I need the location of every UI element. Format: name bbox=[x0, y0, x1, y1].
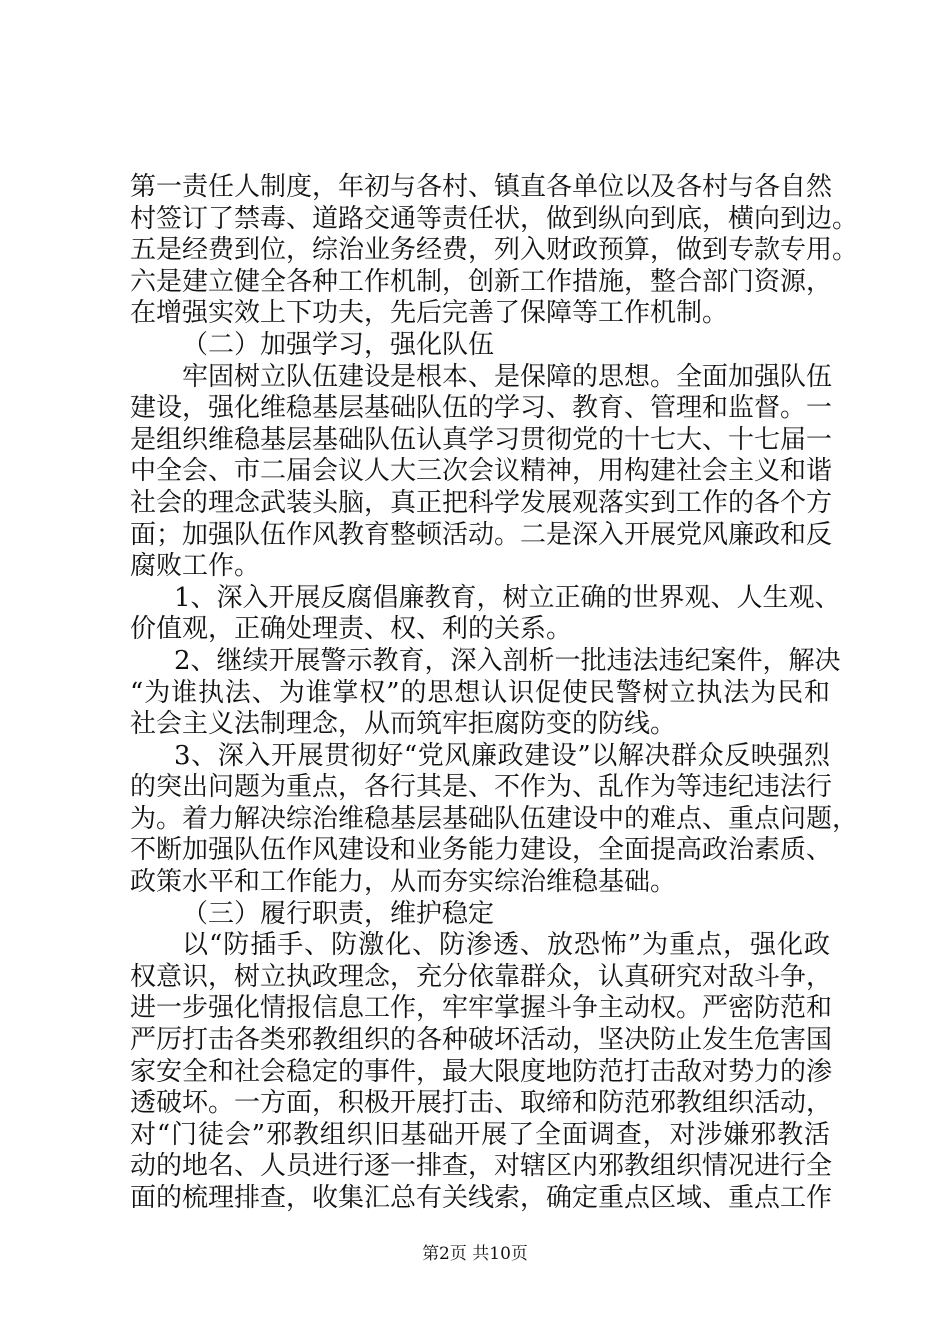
body-line: 为。着力解决综治维稳基层基础队伍建设中的难点、重点问题， bbox=[130, 803, 859, 834]
body-line: 五是经费到位，综治业务经费，列入财政预算，做到专款专用。 bbox=[130, 235, 859, 266]
body-line: 村签订了禁毒、道路交通等责任状，做到纵向到底，横向到边。 bbox=[130, 203, 859, 234]
body-line: 是组织维稳基层基础队伍认真学习贯彻党的十七大、十七届一 bbox=[130, 424, 833, 455]
body-line: 政策水平和工作能力，从而夯实综治维稳基础。 bbox=[130, 867, 677, 898]
page-footer bbox=[0, 1243, 950, 1265]
list-item: 2、继续开展警示教育，深入剖析一批违法违纪案件，解决 bbox=[174, 645, 841, 676]
body-line: 社会的理念武装头脑，真正把科学发展观落实到工作的各个方 bbox=[130, 487, 833, 518]
body-line: 面的梳理排查，收集汇总有关线索，确定重点区域、重点工作 bbox=[130, 1183, 833, 1213]
body-line: 家安全和社会稳定的事件，最大限度地防范打击敌对势力的渗 bbox=[130, 1056, 833, 1087]
body-line: 腐败工作。 bbox=[130, 551, 261, 582]
body-line: 对“门徒会”邪教组织旧基础开展了全面调查，对涉嫌邪教活 bbox=[130, 1119, 830, 1150]
body-line: 面；加强队伍作风教育整顿活动。二是深入开展党风廉政和反 bbox=[130, 519, 833, 550]
body-line: 进一步强化情报信息工作，牢牢掌握斗争主动权。严密防范和 bbox=[130, 993, 833, 1024]
page-number-label: 第2页 共10页 bbox=[422, 1244, 528, 1264]
body-line: 中全会、市二届会议人大三次会议精神，用构建社会主义和谐 bbox=[130, 456, 833, 487]
body-line: 建设，强化维稳基层基础队伍的学习、教育、管理和监督。一 bbox=[130, 393, 833, 424]
body-line: 透破坏。一方面，积极开展打击、取缔和防范邪教组织活动， bbox=[130, 1088, 833, 1119]
body-line: 在增强实效上下功夫，先后完善了保障等工作机制。 bbox=[130, 298, 729, 329]
body-line: 严厉打击各类邪教组织的各种破坏活动，坚决防止发生危害国 bbox=[130, 1025, 833, 1056]
section-heading: （三）履行职责，维护稳定 bbox=[182, 898, 495, 929]
body-line: 的突出问题为重点，各行其是、不作为、乱作为等违纪违法行 bbox=[130, 772, 833, 803]
body-line: 社会主义法制理念，从而筑牢拒腐防变的防线。 bbox=[130, 709, 677, 740]
body-line: 以“防插手、防激化、防渗透、放恐怖”为重点，强化政 bbox=[182, 930, 830, 961]
list-item: 1、深入开展反腐倡廉教育，树立正确的世界观、人生观、 bbox=[174, 582, 841, 613]
body-line: 权意识，树立执政理念，充分依靠群众，认真研究对敌斗争， bbox=[130, 961, 833, 992]
section-heading: （二）加强学习，强化队伍 bbox=[182, 329, 495, 360]
body-line: 不断加强队伍作风建设和业务能力建设，全面提高政治素质、 bbox=[130, 835, 833, 866]
body-line: 第一责任人制度，年初与各村、镇直各单位以及各村与各自然 bbox=[130, 172, 833, 202]
list-item: 3、深入开展贯彻好“党风廉政建设”以解决群众反映强烈 bbox=[174, 740, 830, 771]
body-line: 六是建立健全各种工作机制，创新工作措施，整合部门资源， bbox=[130, 266, 833, 297]
body-line: 价值观，正确处理责、权、利的关系。 bbox=[130, 614, 573, 645]
document-body bbox=[130, 172, 859, 1215]
body-line: “为谁执法、为谁掌权”的思想认识促使民警树立执法为民和 bbox=[130, 677, 830, 708]
body-line: 牢固树立队伍建设是根本、是保障的思想。全面加强队伍 bbox=[182, 361, 833, 392]
body-line: 动的地名、人员进行逐一排查，对辖区内邪教组织情况进行全 bbox=[130, 1151, 833, 1182]
